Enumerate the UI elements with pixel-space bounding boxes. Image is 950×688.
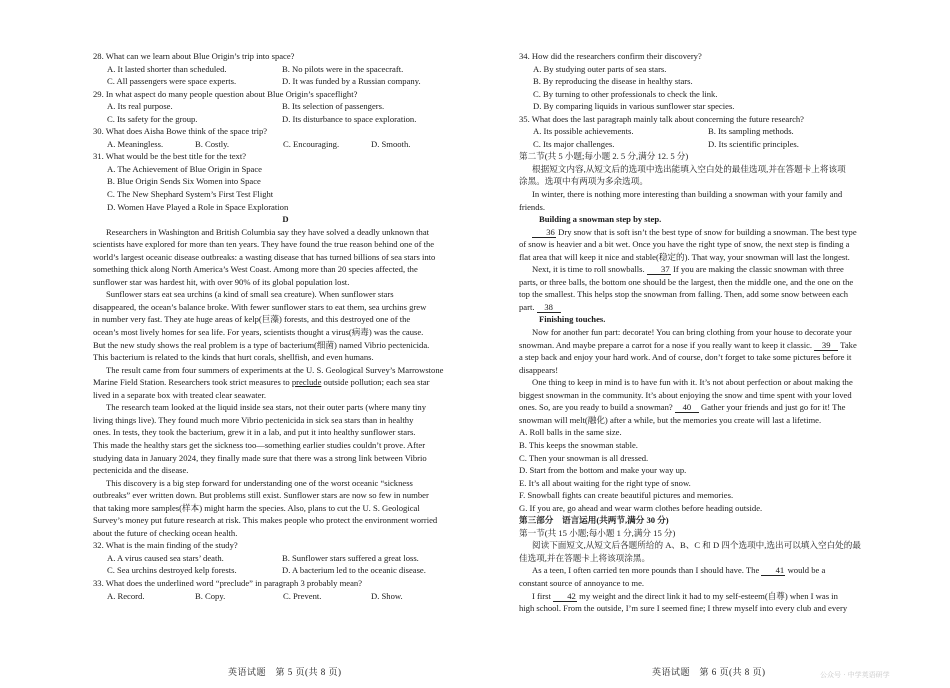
passage-line — [93, 376, 478, 389]
option: A. A virus caused sea stars’ death. — [107, 552, 224, 563]
question-35-options — [519, 138, 905, 151]
option: A. Its possible achievements. — [533, 126, 634, 137]
blank-37: 37 — [647, 264, 671, 275]
text-run: Next, it is time to roll snowballs. — [532, 264, 647, 275]
passage-line: top the smallest. This helps stop the snowman from falling. Then, add some snow between each — [519, 289, 849, 300]
text-run: As a teen, I often carried ten more pounds than I should have. The — [532, 565, 762, 576]
question-29-options — [93, 100, 478, 113]
option: A. The Achievement of Blue Origin in Space — [107, 163, 262, 174]
passage-line: about the future of checking ocean health. — [93, 527, 238, 538]
question-28-options — [93, 75, 478, 88]
passage-line: of snow is heavier and a bit wet. Once you have the right type of snow, the next step is finding a — [519, 239, 850, 250]
passage-line — [519, 301, 905, 314]
option: C. Then your snowman is all dressed. — [519, 452, 649, 463]
page-footer-left: 英语试题 第 5 页(共 8 页) — [228, 667, 342, 677]
option: C. Sea urchins destroyed kelp forests. — [107, 565, 237, 576]
passage-line — [519, 401, 905, 414]
option: C. The New Shephard System’s First Test Flight — [107, 189, 274, 200]
option: B. Costly. — [195, 138, 230, 149]
watermark-text: 公众号 · 中学英语研学 — [820, 671, 890, 679]
passage-line: sunflower star was hardest hit, with over 90% of its global population lost. — [93, 276, 350, 287]
option: A. Meaningless. — [107, 138, 164, 149]
option: B. Sunflower stars suffered a great loss. — [282, 552, 419, 563]
text-run: my weight and the direct link it had to my self-esteem(自尊) when I was in — [577, 590, 838, 601]
option: C. Prevent. — [283, 590, 322, 601]
option: D. Start from the bottom and make your way up. — [519, 465, 687, 476]
option: G. If you are, go ahead and wear warm clothes before heading outside. — [519, 502, 763, 513]
text-run: I first — [532, 590, 554, 601]
question-28-options — [93, 63, 478, 76]
passage-line — [519, 226, 905, 239]
text-run: If you are making the classic snowman with three — [670, 264, 844, 275]
passage-line: lived in a separate box with treated clear seawater. — [93, 389, 266, 400]
text-run: outside pollution; each sea star — [321, 377, 430, 388]
option: C. By turning to other professionals to check the link. — [533, 88, 718, 99]
passage-line: disappeared, the ocean’s balance broke. With fewer sunflower stars to eat them, sea urchins grew — [93, 301, 427, 312]
section-2-header: 第二节(共 5 小题;每小题 2. 5 分,满分 12. 5 分) — [519, 151, 689, 162]
passage-line: scientists have explored for more than ten years. They have found the true reason behind one of the — [93, 239, 435, 250]
underlined-word: preclude — [291, 377, 322, 388]
text-run: Gather your friends and just go for it! The — [698, 402, 846, 413]
passage-line — [519, 263, 905, 276]
question-35-options — [519, 125, 905, 138]
question-32-stem: 32. What is the main finding of the study? — [93, 540, 238, 551]
passage-line: constant source of annoyance to me. — [519, 577, 645, 588]
right-column — [519, 50, 905, 615]
option: C. Its safety for the group. — [107, 113, 198, 124]
option: A. Its real purpose. — [107, 101, 173, 112]
text-run: part. — [519, 301, 537, 312]
option: B. By reproducing the disease in healthy stars. — [533, 76, 693, 87]
option: D. A bacterium led to the oceanic disease. — [282, 565, 426, 576]
option: D. Smooth. — [371, 138, 411, 149]
section-2-instructions: 涂黑。选项中有两项为多余选项。 — [519, 176, 648, 187]
text-run: snowman. And maybe prepare a carrot for a nose if you really want to keep it classic. — [519, 339, 815, 350]
blank-38: 38 — [537, 302, 561, 313]
option: D. Its disturbance to space exploration. — [282, 113, 417, 124]
option: B. Blue Origin Sends Six Women into Space — [107, 176, 261, 187]
option: A. Record. — [107, 590, 145, 601]
passage-line: studying data in January 2024, they finally made sure that there was a strong link between Vibrio — [93, 452, 427, 463]
subheading: Finishing touches. — [539, 314, 606, 325]
passage-line: One thing to keep in mind is to have fun with it. It’s not about perfection or about making the — [532, 377, 853, 388]
part-3-instructions: 佳选项,并在答题卡上将该项涂黑。 — [519, 552, 651, 563]
part-3-section-1-header: 第一节(共 15 小题;每小题 1 分,满分 15 分) — [519, 527, 676, 538]
question-31-stem: 31. What would be the best title for the text? — [93, 151, 247, 162]
passage-line: friends. — [519, 201, 546, 212]
passage-line: disappears! — [519, 364, 559, 375]
passage-line: outbreaks” ever written down. But problems still exist. Sunflower stars are now so few in number — [93, 490, 429, 501]
passage-line: snowman will melt(融化) after a while, but the memories you create will last a lifetime. — [519, 414, 822, 425]
passage-line: that taking more samples(样本) might harm the species. Also, plans to cut the U. S. Geological — [93, 502, 420, 513]
passage-line: living things live). They found much more Vibrio pectenicida in sick sea stars than in healthy — [93, 414, 414, 425]
blank-36: 36 — [532, 227, 556, 238]
section-2-instructions: 根据短文内容,从短文后的选项中选出能填入空白处的最佳选项,并在答题卡上将该项 — [532, 163, 846, 174]
passage-line: But the new study shows the real problem is a type of bacterium(细菌) named Vibrio pectenicida. — [93, 339, 430, 350]
blank-39: 39 — [814, 340, 838, 351]
passage-line: high school. From the outside, I’m sure I seemed fine; I threw myself into every club and every — [519, 603, 848, 614]
question-35-stem: 35. What does the last paragraph mainly talk about concerning the future research? — [519, 113, 804, 124]
option: D. Show. — [371, 590, 403, 601]
option: B. Its sampling methods. — [708, 126, 794, 137]
passage-line: This discovery is a big step forward for understanding one of the worst oceanic “sickness — [106, 477, 413, 488]
part-3-instructions: 阅读下面短文,从短文后各题所给的 A、B、C 和 D 四个选项中,选出可以填入空白处的最 — [532, 540, 861, 551]
passage-title: D — [282, 214, 289, 225]
option: A. Roll balls in the same size. — [519, 427, 622, 438]
text-run: Marine Field Station. Researchers took strict measures to — [93, 377, 292, 388]
passage-line: ocean’s most lively homes for sea life. For years, scientists thought a virus(病毒) was the cause. — [93, 327, 424, 338]
page-footer-right: 英语试题 第 6 页(共 8 页) — [652, 667, 766, 677]
blank-42: 42 — [553, 591, 577, 602]
question-33-options — [93, 590, 478, 603]
passage-line: Survey’s money put future research at risk. This makes people who protect the environment worried — [93, 515, 438, 526]
text-run: Take — [838, 339, 857, 350]
passage-line: in number very fast. They ate huge areas of kelp(巨藻) forests, and this destroyed one of the — [93, 314, 411, 325]
question-34-stem: 34. How did the researchers confirm their discovery? — [519, 51, 702, 61]
passage-line: This made the healthy stars get the sickness too—something earlier studies couldn’t prove. After — [93, 439, 426, 450]
question-30-stem: 30. What does Aisha Bowe think of the space trip? — [93, 126, 268, 137]
option: C. Encouraging. — [283, 138, 340, 149]
passage-line: parts, or three balls, the bottom one should be the largest, then the middle one, and the one on the — [519, 276, 854, 287]
passage-line: Now for another fun part: decorate! You can bring clothing from your house to decorate your — [532, 327, 852, 338]
passage-line — [519, 590, 905, 603]
passage-line: The research team looked at the liquid inside sea stars, not their outer parts (where many tiny — [106, 402, 427, 413]
passage-line: This bacterium is related to the kinds that hurt corals, shellfish, and even humans. — [93, 352, 374, 363]
passage-line: world’s largest oceanic disease outbreaks: a wasting disease that has turned billions of sea stars into — [93, 251, 436, 262]
option: B. No pilots were in the spacecraft. — [282, 63, 404, 74]
option: B. Copy. — [195, 590, 226, 601]
question-32-options — [93, 564, 478, 577]
passage-line — [519, 564, 905, 577]
text-run: Dry snow that is soft isn’t the best type of snow for building a snowman. The best type — [556, 226, 857, 237]
question-32-options — [93, 552, 478, 565]
question-30-options — [93, 138, 478, 151]
left-column — [93, 50, 478, 602]
option: D. By comparing liquids in various sunflower star species. — [533, 101, 735, 112]
part-3-header: 第三部分 语言运用(共两节,满分 30 分) — [519, 515, 669, 526]
option: B. This keeps the snowman stable. — [519, 439, 638, 450]
option: C. All passengers were space experts. — [107, 76, 237, 87]
option: A. By studying outer parts of sea stars. — [533, 63, 667, 74]
passage-line: ones. In tests, they took the bacterium, grew it in a lab, and put it into healthy sunflower stars. — [93, 427, 416, 438]
passage-line: The result came from four summers of experiments at the U. S. Geological Survey’s Marrowstone — [106, 364, 444, 375]
question-33-stem: 33. What does the underlined word “preclude” in paragraph 3 probably mean? — [93, 577, 363, 588]
option: D. Its scientific principles. — [708, 138, 799, 149]
passage-line: a step back and enjoy your hard work. And of course, don’t forget to take some pictures before it — [519, 352, 852, 363]
option: E. It’s all about waiting for the right type of snow. — [519, 477, 691, 488]
passage-line: In winter, there is nothing more interesting than building a snowman with your family and — [532, 189, 843, 200]
option: A. It lasted shorter than scheduled. — [107, 63, 227, 74]
passage-line — [519, 339, 905, 352]
text-run: would be a — [785, 565, 826, 576]
blank-40: 40 — [675, 402, 699, 413]
option: D. Women Have Played a Role in Space Exploration — [107, 201, 289, 212]
option: C. Its major challenges. — [533, 138, 615, 149]
passage-line: Sunflower stars eat sea urchins (a kind of small sea creature). When sunflower stars — [106, 289, 394, 300]
question-28-stem: 28. What can we learn about Blue Origin’s trip into space? — [93, 51, 295, 61]
passage-line: pectenicida and the disease. — [93, 465, 189, 476]
question-29-options — [93, 113, 478, 126]
blank-41: 41 — [761, 565, 785, 576]
passage-line: Researchers in Washington and British Columbia say they have solved a deadly unknown that — [106, 226, 430, 237]
text-run: ones. So, are you ready to build a snowman? — [519, 402, 675, 413]
option: B. Its selection of passengers. — [282, 101, 385, 112]
passage-line: biggest snowman in the community. It’s about enjoying the snow and time spent with your loved — [519, 389, 852, 400]
subheading: Building a snowman step by step. — [539, 214, 662, 225]
option: F. Snowball fights can create beautiful pictures and memories. — [519, 490, 734, 501]
option: D. It was funded by a Russian company. — [282, 76, 421, 87]
passage-line: something thick along North America’s West Coast. Among more than 20 species affected, the — [93, 264, 418, 275]
passage-line: flat area that will keep it nice and stable(稳定的). That way, your snowman will last the longest. — [519, 251, 850, 262]
question-29-stem: 29. In what aspect do many people question about Blue Origin’s spaceflight? — [93, 88, 358, 99]
